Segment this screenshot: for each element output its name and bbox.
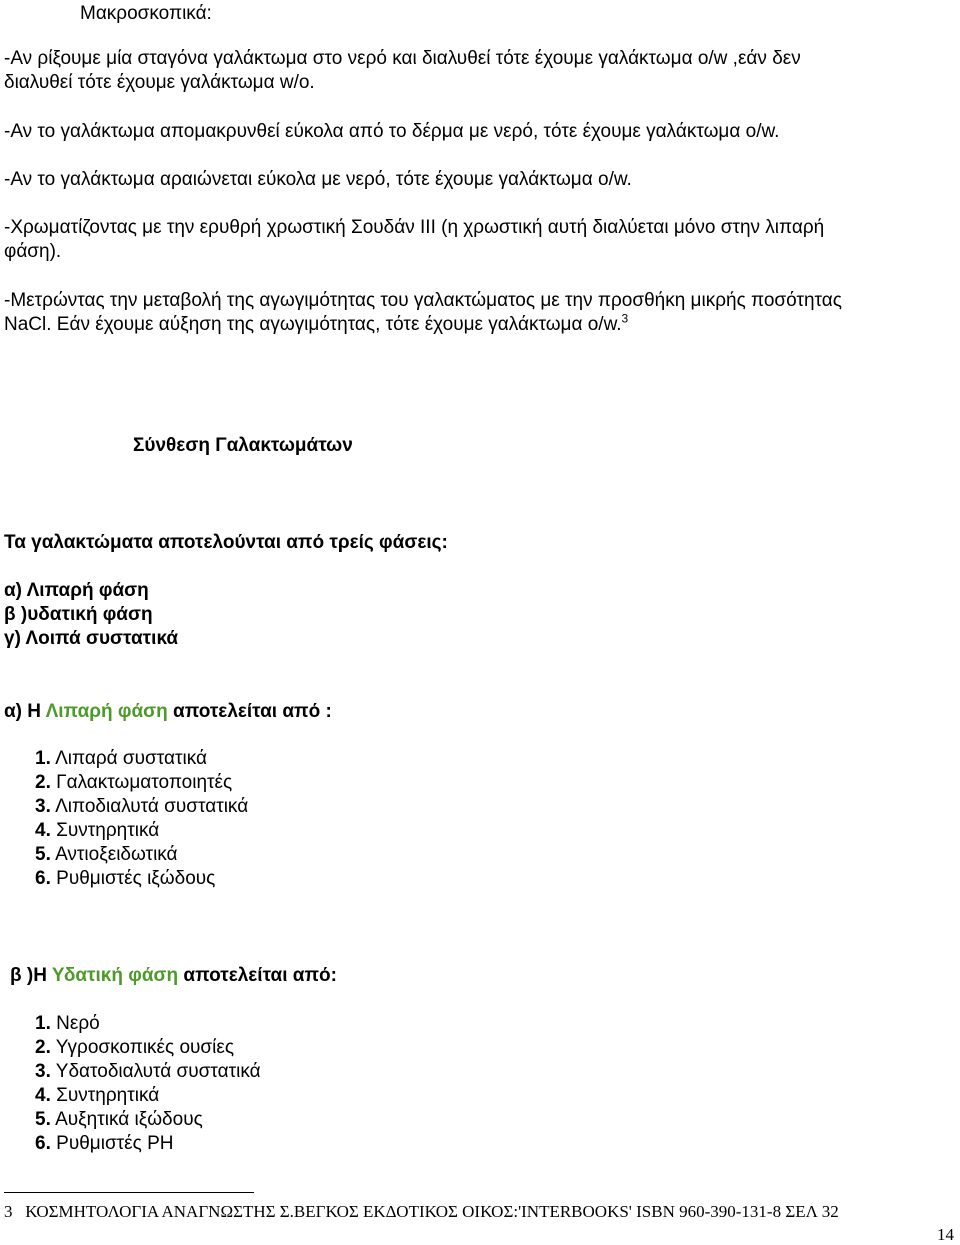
aqueous-phase-heading	[10, 964, 337, 988]
item-text: Ρυθμιστές PH	[56, 1133, 174, 1154]
item-text: Αυξητικά ιξώδους	[55, 1109, 203, 1130]
paragraph-dilution-test: -Αν το γαλάκτωμα αραιώνεται εύκολα με νερό, τότε έχουμε γαλάκτωμα o/w.	[4, 169, 632, 190]
footnote	[4, 1202, 839, 1222]
item-text: Γαλακτωματοποιητές	[56, 772, 233, 793]
list-item	[35, 1060, 261, 1084]
item-number: 6.	[35, 868, 51, 889]
item-text: Υγροσκοπικές ουσίες	[55, 1037, 234, 1058]
macro-heading: Μακροσκοπικά:	[80, 3, 212, 24]
paragraph-skin-test: -Αν το γαλάκτωμα απομακρυνθεί εύκολα από το δέρμα με νερό, τότε έχουμε γαλάκτωμα o/w.	[4, 121, 780, 142]
footnote-reference[interactable]: 3	[621, 311, 629, 326]
heading-suffix: αποτελείται από :	[167, 701, 332, 722]
item-number: 5.	[35, 1109, 51, 1130]
list-item	[35, 819, 159, 843]
item-number: 4.	[35, 820, 51, 841]
phases-intro: Τα γαλακτώματα αποτελούνται από τρείς φάσεις:	[4, 532, 448, 553]
item-number: 3.	[35, 796, 51, 817]
paragraph-text: NaCl. Εάν έχουμε αύξηση της αγωγιμότητας, τότε έχουμε γαλάκτωμα o/w.	[4, 314, 622, 335]
list-item	[35, 771, 232, 795]
phase-item: β )υδατική φάση	[4, 604, 153, 625]
heading-suffix: αποτελείται από:	[178, 965, 337, 986]
phase-item: γ) Λοιπά συστατικά	[4, 628, 179, 649]
item-number: 1.	[35, 748, 51, 769]
paragraph-line: -Χρωματίζοντας με την ερυθρή χρωστική Σουδάν ΙΙΙ (η χρωστική αυτή διαλύεται μόνο στην λιπαρή	[4, 217, 825, 238]
footnote-separator	[4, 1192, 254, 1193]
item-text: Συντηρητικά	[56, 820, 160, 841]
heading-highlight: Λιπαρή φάση	[45, 701, 168, 722]
heading-prefix: α) Η	[4, 701, 46, 722]
heading-highlight: Υδατική φάση	[51, 965, 179, 986]
item-text: Νερό	[56, 1013, 100, 1034]
item-number: 2.	[35, 1037, 51, 1058]
list-item	[35, 843, 178, 867]
list-item	[35, 1084, 159, 1108]
paragraph-line: -Μετρώντας την μεταβολή της αγωγιμότητας του γαλακτώματος με την προσθήκη μικρής ποσότητας	[4, 290, 842, 311]
list-item	[35, 1012, 100, 1036]
phase-item: α) Λιπαρή φάση	[4, 580, 149, 601]
footnote-text: ΚΟΣΜΗΤΟΛΟΓΙΑ ΑΝΑΓΝΩΣΤΗΣ Σ.ΒΕΓΚΟΣ ΕΚΔΟΤΙΚΟΣ ΟΙΚΟΣ:'INTERBOOKS' ISBN 960-390-131-8 ΣΕΛ 32	[25, 1202, 839, 1221]
lipid-phase-heading	[4, 700, 332, 724]
list-item	[35, 1108, 203, 1132]
item-number: 1.	[35, 1013, 51, 1034]
item-text: Λιπαρά συστατικά	[55, 748, 207, 769]
section-title: Σύνθεση Γαλακτωμάτων	[133, 435, 353, 456]
list-item	[35, 867, 215, 891]
item-number: 6.	[35, 1133, 51, 1154]
paragraph-line: διαλυθεί τότε έχουμε γαλάκτωμα w/o.	[4, 72, 315, 93]
item-text: Ρυθμιστές ιξώδους	[56, 868, 216, 889]
item-number: 3.	[35, 1061, 51, 1082]
list-item	[35, 747, 207, 771]
list-item	[35, 1036, 234, 1060]
item-text: Συντηρητικά	[56, 1085, 160, 1106]
paragraph-line	[4, 313, 628, 337]
item-number: 5.	[35, 844, 51, 865]
heading-prefix: β )Η	[10, 965, 52, 986]
item-text: Λιποδιαλυτά συστατικά	[55, 796, 249, 817]
list-item	[35, 795, 248, 819]
page-number: 14	[937, 1225, 954, 1244]
footnote-number: 3	[4, 1202, 13, 1221]
item-text: Υδατοδιαλυτά συστατικά	[55, 1061, 261, 1082]
paragraph-line: -Αν ρίξουμε μία σταγόνα γαλάκτωμα στο νερό και διαλυθεί τότε έχουμε γαλάκτωμα o/w ,εάν δεν	[4, 48, 801, 69]
list-item	[35, 1132, 173, 1156]
item-number: 2.	[35, 772, 51, 793]
paragraph-line: φάση).	[4, 241, 62, 262]
item-text: Αντιοξειδωτικά	[55, 844, 178, 865]
item-number: 4.	[35, 1085, 51, 1106]
